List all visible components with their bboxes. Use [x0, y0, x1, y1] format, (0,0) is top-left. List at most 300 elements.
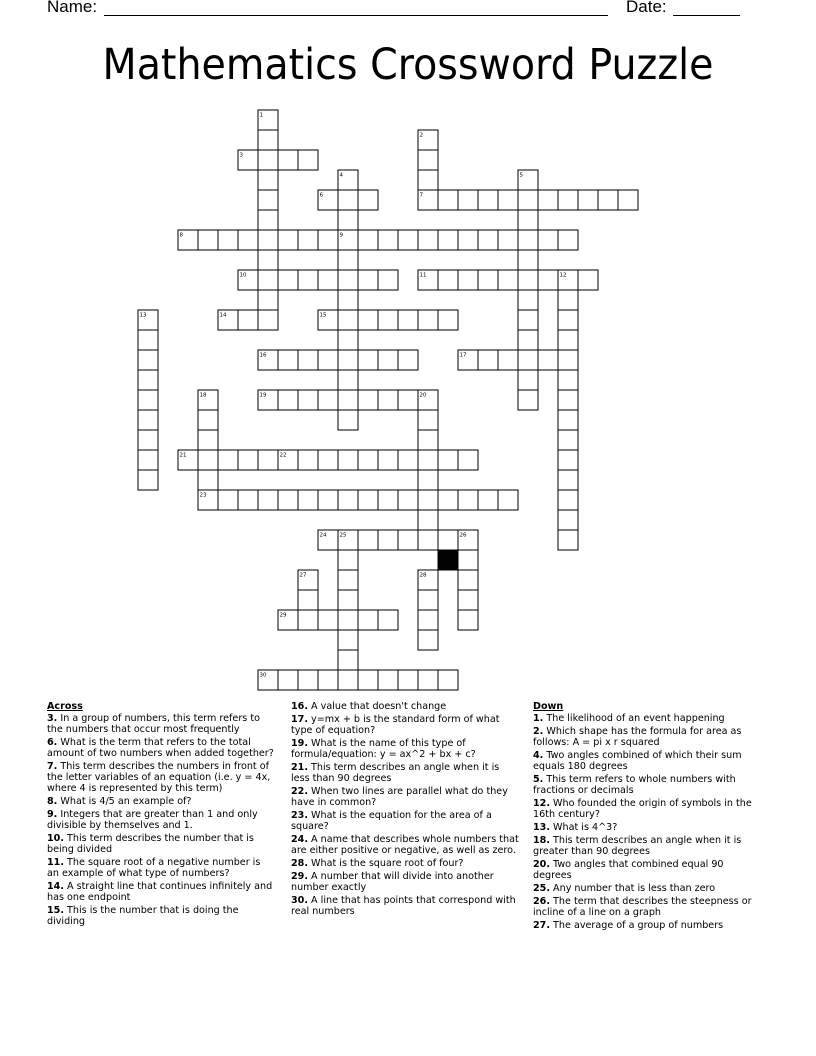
- clue-item: [291, 738, 519, 760]
- grid-cell[interactable]: [418, 470, 438, 490]
- grid-cell[interactable]: [298, 230, 318, 250]
- clue-number: 28.: [291, 858, 308, 869]
- clue-item: [291, 701, 519, 712]
- grid-cell[interactable]: [418, 510, 438, 530]
- grid-cell[interactable]: [458, 590, 478, 610]
- grid-cell[interactable]: [138, 350, 158, 370]
- grid-cell[interactable]: [138, 450, 158, 470]
- grid-cell[interactable]: [138, 370, 158, 390]
- cell-number: 15: [319, 312, 327, 319]
- down-clue-list: [533, 713, 758, 931]
- page-title: Mathematics Crossword Puzzle: [102, 40, 714, 90]
- clue-text: What is 4^3?: [550, 822, 618, 833]
- grid-cell[interactable]: [138, 390, 158, 410]
- grid-cell[interactable]: [238, 230, 258, 250]
- grid-cell[interactable]: [438, 310, 458, 330]
- grid-cell[interactable]: [338, 650, 358, 670]
- cell-number: 10: [239, 272, 247, 279]
- clue-number: 7.: [47, 761, 58, 772]
- clue-number: 21.: [291, 762, 308, 773]
- grid-cell[interactable]: [358, 670, 378, 690]
- clue-text: A straight line that continues infinitely and has one endpoint: [47, 881, 273, 903]
- grid-cell[interactable]: [338, 330, 358, 350]
- grid-cell[interactable]: [258, 170, 278, 190]
- grid-cell[interactable]: [318, 270, 338, 290]
- grid-cell[interactable]: [458, 490, 478, 510]
- grid-cell[interactable]: [438, 190, 458, 210]
- clue-number: 3.: [47, 713, 58, 724]
- grid-cell[interactable]: [398, 490, 418, 510]
- clue-text: When two lines are parallel what do they have in common?: [291, 786, 508, 808]
- clue-number: 8.: [47, 796, 58, 807]
- grid-cell[interactable]: [438, 230, 458, 250]
- grid-cell[interactable]: [378, 670, 398, 690]
- grid-cell[interactable]: [398, 310, 418, 330]
- clue-number: 19.: [291, 738, 308, 749]
- grid-cell[interactable]: [338, 550, 358, 570]
- grid-cell[interactable]: [398, 350, 418, 370]
- grid-cell[interactable]: [218, 490, 238, 510]
- clue-item: [291, 895, 519, 917]
- grid-cell[interactable]: [318, 390, 338, 410]
- grid-cell[interactable]: [478, 270, 498, 290]
- grid-cell[interactable]: [338, 350, 358, 370]
- clue-text: What is the square root of four?: [308, 858, 464, 869]
- grid-cell[interactable]: [378, 450, 398, 470]
- grid-cell[interactable]: [418, 670, 438, 690]
- clue-item: [533, 822, 758, 833]
- grid-cell[interactable]: [438, 530, 458, 550]
- clue-number: 15.: [47, 905, 64, 916]
- cell-number: 13: [139, 312, 147, 319]
- grid-cell[interactable]: [498, 230, 518, 250]
- grid-cell[interactable]: [378, 350, 398, 370]
- clue-number: 26.: [533, 896, 550, 907]
- grid-cell[interactable]: [358, 350, 378, 370]
- grid-cell[interactable]: [298, 450, 318, 470]
- clue-text: Two angles combined of which their sum equals 180 degrees: [533, 750, 742, 772]
- clue-number: 24.: [291, 834, 308, 845]
- grid-cell[interactable]: [538, 190, 558, 210]
- clue-item: [291, 834, 519, 856]
- clue-item: [291, 786, 519, 808]
- grid-cell[interactable]: [238, 450, 258, 470]
- grid-cell[interactable]: [218, 230, 238, 250]
- grid-cell[interactable]: [558, 230, 578, 250]
- cell-number: 9: [339, 232, 343, 239]
- grid-cell[interactable]: [198, 450, 218, 470]
- cell-number: 17: [459, 352, 467, 359]
- clue-number: 20.: [533, 859, 550, 870]
- grid-cell[interactable]: [418, 490, 438, 510]
- grid-cell[interactable]: [278, 670, 298, 690]
- grid-cell[interactable]: [458, 550, 478, 570]
- grid-cell[interactable]: [318, 230, 338, 250]
- cell-number: 23: [199, 492, 207, 499]
- grid-cell[interactable]: [258, 210, 278, 230]
- grid-cell[interactable]: [278, 490, 298, 510]
- grid-cell[interactable]: [338, 190, 358, 210]
- grid-cell[interactable]: [418, 430, 438, 450]
- grid-cell[interactable]: [218, 450, 238, 470]
- grid-cell[interactable]: [338, 670, 358, 690]
- date-label: Date:: [626, 0, 667, 16]
- grid-cell[interactable]: [138, 410, 158, 430]
- grid-cell[interactable]: [338, 630, 358, 650]
- grid-cell[interactable]: [418, 450, 438, 470]
- grid-cell[interactable]: [278, 230, 298, 250]
- clue-item: [47, 905, 275, 927]
- clue-text: What is the equation for the area of a square?: [291, 810, 492, 832]
- clue-item: [47, 857, 275, 879]
- cell-number: 12: [559, 272, 567, 279]
- grid-cell[interactable]: [258, 150, 278, 170]
- cell-number: 8: [179, 232, 183, 239]
- clue-text: What is the name of this type of formula/equation: y = ax^2 + bx + c?: [291, 738, 476, 760]
- grid-cell[interactable]: [398, 530, 418, 550]
- grid-cell[interactable]: [258, 190, 278, 210]
- grid-cell[interactable]: [338, 370, 358, 390]
- grid-cell[interactable]: [278, 270, 298, 290]
- cell-number: 19: [259, 392, 267, 399]
- grid-cell[interactable]: [538, 270, 558, 290]
- grid-cell[interactable]: [438, 270, 458, 290]
- grid-cell[interactable]: [258, 310, 278, 330]
- grid-cell[interactable]: [458, 230, 478, 250]
- grid-cell[interactable]: [518, 310, 538, 330]
- grid-cell[interactable]: [498, 270, 518, 290]
- clue-text: This term describes an angle when it is less than 90 degrees: [291, 762, 500, 784]
- down-heading: Down: [533, 701, 564, 712]
- grid-cell[interactable]: [378, 390, 398, 410]
- cell-number: 20: [419, 392, 427, 399]
- grid-cell[interactable]: [558, 430, 578, 450]
- grid-cell[interactable]: [578, 270, 598, 290]
- across-heading: Across: [47, 701, 83, 712]
- clue-item: [291, 871, 519, 893]
- grid-cell[interactable]: [198, 230, 218, 250]
- cell-number: 16: [259, 352, 267, 359]
- grid-cell[interactable]: [578, 190, 598, 210]
- grid-cell[interactable]: [258, 490, 278, 510]
- clue-item: [533, 920, 758, 931]
- clue-item: [291, 714, 519, 736]
- grid-cell[interactable]: [338, 250, 358, 270]
- grid-cell[interactable]: [298, 150, 318, 170]
- grid-cell[interactable]: [338, 450, 358, 470]
- grid-cell[interactable]: [458, 270, 478, 290]
- clue-text: The term that describes the steepness or incline of a line on a graph: [533, 896, 752, 918]
- grid-cell[interactable]: [558, 490, 578, 510]
- grid-cell[interactable]: [458, 570, 478, 590]
- clue-item: [47, 761, 275, 794]
- grid-cell[interactable]: [238, 490, 258, 510]
- grid-cell[interactable]: [458, 450, 478, 470]
- clue-text: This is the number that is doing the dividing: [47, 905, 239, 927]
- grid-cell[interactable]: [518, 190, 538, 210]
- grid-cell[interactable]: [358, 450, 378, 470]
- grid-cell[interactable]: [198, 430, 218, 450]
- clue-number: 23.: [291, 810, 308, 821]
- clue-item: [533, 798, 758, 820]
- grid-cell[interactable]: [418, 310, 438, 330]
- grid-cell[interactable]: [618, 190, 638, 210]
- clue-text: Integers that are greater than 1 and only divisible by themselves and 1.: [47, 809, 258, 831]
- grid-cell[interactable]: [458, 610, 478, 630]
- grid-cell[interactable]: [278, 350, 298, 370]
- grid-cell[interactable]: [398, 230, 418, 250]
- grid-cell[interactable]: [138, 470, 158, 490]
- grid-cell[interactable]: [418, 590, 438, 610]
- cell-number: 24: [319, 532, 327, 539]
- clue-item: [47, 737, 275, 759]
- cell-number: 29: [279, 612, 287, 619]
- grid-cell[interactable]: [338, 590, 358, 610]
- grid-cell[interactable]: [558, 190, 578, 210]
- grid-cell[interactable]: [398, 670, 418, 690]
- grid-cell[interactable]: [338, 570, 358, 590]
- grid-cell[interactable]: [418, 530, 438, 550]
- grid-cell[interactable]: [558, 350, 578, 370]
- grid-cell[interactable]: [358, 310, 378, 330]
- grid-cell[interactable]: [358, 530, 378, 550]
- grid-cell[interactable]: [398, 450, 418, 470]
- grid-cell[interactable]: [258, 290, 278, 310]
- grid-black-cell: [438, 550, 458, 570]
- clue-text: The square root of a negative number is an example of what type of numbers?: [47, 857, 261, 879]
- grid-cell[interactable]: [358, 190, 378, 210]
- grid-cell[interactable]: [518, 290, 538, 310]
- grid-cell[interactable]: [358, 270, 378, 290]
- grid-cell[interactable]: [498, 350, 518, 370]
- clue-text: Two angles that combined equal 90 degrees: [533, 859, 724, 881]
- clue-item: [533, 859, 758, 881]
- clue-item: [47, 833, 275, 855]
- clue-text: Any number that is less than zero: [550, 883, 716, 894]
- grid-cell[interactable]: [418, 610, 438, 630]
- grid-cell[interactable]: [358, 490, 378, 510]
- grid-cell[interactable]: [518, 270, 538, 290]
- cell-number: 22: [279, 452, 287, 459]
- clue-text: The likelihood of an event happening: [543, 713, 725, 724]
- grid-cell[interactable]: [378, 270, 398, 290]
- grid-cell[interactable]: [518, 230, 538, 250]
- grid-cell[interactable]: [498, 190, 518, 210]
- grid-cell[interactable]: [438, 670, 458, 690]
- grid-cell[interactable]: [558, 310, 578, 330]
- grid-cell[interactable]: [558, 450, 578, 470]
- grid-cell[interactable]: [518, 350, 538, 370]
- clue-text: A name that describes whole numbers that are either positive or negative, as well as zero.: [291, 834, 519, 856]
- grid-cell[interactable]: [318, 490, 338, 510]
- clue-number: 2.: [533, 726, 544, 737]
- grid-cell[interactable]: [338, 410, 358, 430]
- grid-cell[interactable]: [378, 530, 398, 550]
- grid-cell[interactable]: [278, 150, 298, 170]
- clue-text: A line that has points that correspond with real numbers: [291, 895, 516, 917]
- grid-cell[interactable]: [458, 190, 478, 210]
- grid-cell[interactable]: [438, 490, 458, 510]
- clue-item: [533, 896, 758, 918]
- grid-cell[interactable]: [378, 490, 398, 510]
- clue-text: What is 4/5 an example of?: [57, 796, 192, 807]
- clue-item: [533, 774, 758, 796]
- grid-cell[interactable]: [318, 450, 338, 470]
- clue-item: [291, 858, 519, 869]
- grid-cell[interactable]: [418, 410, 438, 430]
- grid-cell[interactable]: [518, 390, 538, 410]
- grid-cell[interactable]: [338, 290, 358, 310]
- clue-number: 5.: [533, 774, 544, 785]
- clue-item: [47, 881, 275, 903]
- grid-cell[interactable]: [558, 390, 578, 410]
- clue-number: 14.: [47, 881, 64, 892]
- grid-cell[interactable]: [258, 230, 278, 250]
- cell-number: 30: [259, 672, 267, 679]
- cell-number: 3: [239, 152, 243, 159]
- clue-number: 12.: [533, 798, 550, 809]
- cell-number: 7: [419, 192, 423, 199]
- grid-cell[interactable]: [418, 230, 438, 250]
- cell-number: 27: [299, 572, 307, 579]
- grid-cell[interactable]: [258, 130, 278, 150]
- grid-cell[interactable]: [398, 390, 418, 410]
- clue-item: [533, 835, 758, 857]
- across-clues-continued: [291, 701, 519, 919]
- clue-number: 1.: [533, 713, 544, 724]
- clue-number: 22.: [291, 786, 308, 797]
- clue-number: 27.: [533, 920, 550, 931]
- grid-cell[interactable]: [558, 290, 578, 310]
- cell-number: 4: [339, 172, 343, 179]
- grid-cell[interactable]: [318, 350, 338, 370]
- clue-text: A number that will divide into another number exactly: [291, 871, 494, 893]
- clue-text: This term describes the number that is being divided: [47, 833, 254, 855]
- across-clue-list: [47, 713, 275, 927]
- grid-cell[interactable]: [478, 190, 498, 210]
- cell-number: 11: [419, 272, 427, 279]
- grid-cell[interactable]: [518, 210, 538, 230]
- grid-cell[interactable]: [338, 210, 358, 230]
- clue-text: Who founded the origin of symbols in the 16th century?: [533, 798, 752, 820]
- clue-number: 30.: [291, 895, 308, 906]
- clue-item: [533, 713, 758, 724]
- grid-cell[interactable]: [378, 230, 398, 250]
- grid-cell[interactable]: [198, 470, 218, 490]
- clue-item: [533, 883, 758, 894]
- clue-number: 9.: [47, 809, 58, 820]
- clue-number: 11.: [47, 857, 64, 868]
- clue-item: [291, 810, 519, 832]
- grid-cell[interactable]: [138, 430, 158, 450]
- grid-cell[interactable]: [498, 490, 518, 510]
- grid-cell[interactable]: [338, 610, 358, 630]
- clue-number: 4.: [533, 750, 544, 761]
- grid-cell[interactable]: [478, 230, 498, 250]
- grid-cell[interactable]: [318, 610, 338, 630]
- clue-item: [533, 750, 758, 772]
- grid-cell[interactable]: [358, 230, 378, 250]
- cell-number: 26: [459, 532, 467, 539]
- grid-cell[interactable]: [558, 530, 578, 550]
- grid-cell[interactable]: [558, 470, 578, 490]
- grid-cell[interactable]: [558, 410, 578, 430]
- grid-cell[interactable]: [538, 350, 558, 370]
- cell-number: 18: [199, 392, 207, 399]
- grid-cell[interactable]: [538, 230, 558, 250]
- grid-cell[interactable]: [338, 390, 358, 410]
- grid-cell[interactable]: [358, 390, 378, 410]
- grid-cell[interactable]: [258, 250, 278, 270]
- clue-text: y=mx + b is the standard form of what type of equation?: [291, 714, 500, 736]
- grid-cell[interactable]: [338, 310, 358, 330]
- clue-text: In a group of numbers, this term refers to the numbers that occur most frequently: [47, 713, 260, 735]
- cell-number: 21: [179, 452, 187, 459]
- grid-cell[interactable]: [598, 190, 618, 210]
- cell-number: 5: [519, 172, 523, 179]
- grid-cell[interactable]: [518, 330, 538, 350]
- grid-cell[interactable]: [558, 510, 578, 530]
- grid-cell[interactable]: [278, 390, 298, 410]
- clue-number: 25.: [533, 883, 550, 894]
- grid-cell[interactable]: [338, 270, 358, 290]
- grid-cell[interactable]: [418, 170, 438, 190]
- grid-cell[interactable]: [258, 450, 278, 470]
- grid-cell[interactable]: [418, 630, 438, 650]
- grid-cell[interactable]: [558, 330, 578, 350]
- grid-cell[interactable]: [418, 150, 438, 170]
- grid-cell[interactable]: [298, 670, 318, 690]
- clue-text: What is the term that refers to the total amount of two numbers when added together?: [47, 737, 274, 759]
- cell-number: 6: [319, 192, 323, 199]
- cell-number: 28: [419, 572, 427, 579]
- clue-number: 13.: [533, 822, 550, 833]
- grid-cell[interactable]: [298, 610, 318, 630]
- grid-cell[interactable]: [298, 270, 318, 290]
- grid-cell[interactable]: [518, 370, 538, 390]
- grid-cell[interactable]: [138, 330, 158, 350]
- clue-number: 17.: [291, 714, 308, 725]
- grid-cell[interactable]: [318, 670, 338, 690]
- grid-cell[interactable]: [298, 390, 318, 410]
- grid-cell[interactable]: [438, 450, 458, 470]
- grid-cell[interactable]: [258, 270, 278, 290]
- grid-cell[interactable]: [378, 610, 398, 630]
- grid-cell[interactable]: [198, 410, 218, 430]
- grid-cell[interactable]: [298, 350, 318, 370]
- grid-cell[interactable]: [358, 610, 378, 630]
- cell-number: 1: [259, 112, 263, 119]
- grid-cell[interactable]: [378, 310, 398, 330]
- clue-number: 18.: [533, 835, 550, 846]
- clue-number: 10.: [47, 833, 64, 844]
- clue-text: Which shape has the formula for area as follows: A = pi x r squared: [533, 726, 742, 748]
- clue-number: 29.: [291, 871, 308, 882]
- grid-cell[interactable]: [298, 590, 318, 610]
- clue-item: [47, 809, 275, 831]
- clue-item: [533, 726, 758, 748]
- grid-cell[interactable]: [558, 370, 578, 390]
- name-label: Name:: [47, 0, 98, 16]
- grid-cell[interactable]: [298, 490, 318, 510]
- grid-cell[interactable]: [238, 310, 258, 330]
- grid-cell[interactable]: [338, 490, 358, 510]
- grid-cell[interactable]: [518, 250, 538, 270]
- grid-cell[interactable]: [478, 350, 498, 370]
- clue-text: This term describes an angle when it is greater than 90 degrees: [533, 835, 742, 857]
- grid-cell[interactable]: [478, 490, 498, 510]
- clue-number: 6.: [47, 737, 58, 748]
